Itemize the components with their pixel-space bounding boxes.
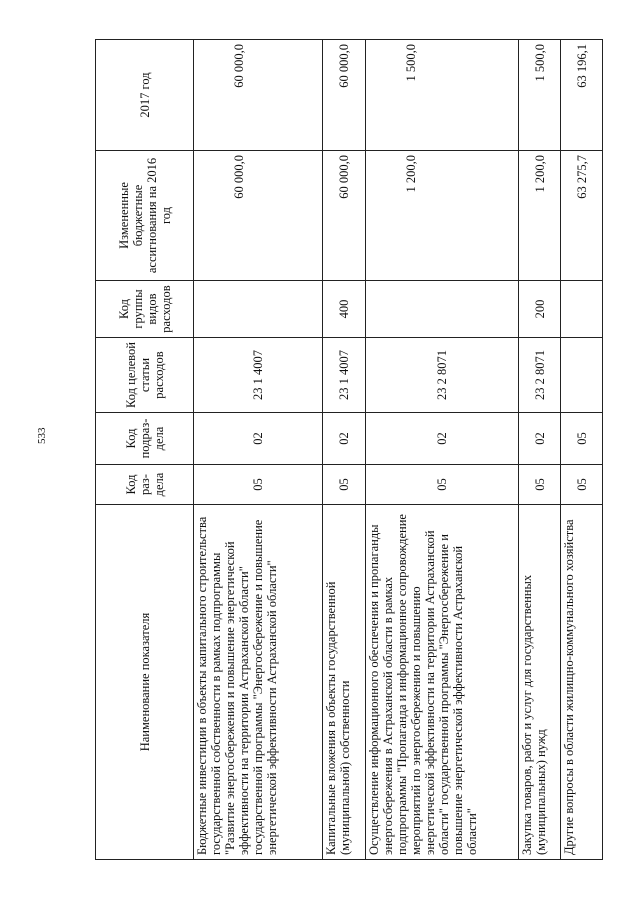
row-podrazdel: 05 — [561, 413, 603, 465]
row-changed: 60 000,0 — [323, 151, 366, 281]
header-vr: Код группы видов расходов — [96, 281, 194, 338]
row-razdel: 05 — [561, 465, 603, 505]
header-name: Наименование показателя — [96, 505, 194, 860]
table-header-row — [96, 40, 194, 860]
header-2017: 2017 год — [96, 40, 194, 151]
row-vr — [561, 281, 603, 338]
row-razdel: 05 — [519, 465, 561, 505]
row-changed: 1 200,0 — [519, 151, 561, 281]
row-podrazdel: 02 — [323, 413, 366, 465]
header-podrazdel: Код подраз-дела — [96, 413, 194, 465]
row-razdel: 05 — [366, 465, 519, 505]
header-csr: Код целевой статьи расходов — [96, 338, 194, 413]
row-name: Закупка товаров, работ и услуг для государственных (муниципальных) нужд — [519, 505, 561, 860]
row-name: Осуществление информационного обеспечения и пропаганды энергосбережения в Астраханской области в рамках подпрограммы "Пропаганда и информационное сопровождение мероприятий по энергосбережению и повышению энергетической эффективности на территории Астраханской области" государственной программы "Энергосбережение и повышение энергетической эффективности Астраханской области" — [366, 505, 519, 860]
header-razdel: Код раз-дела — [96, 465, 194, 505]
table-row — [194, 40, 323, 860]
row-podrazdel: 02 — [366, 413, 519, 465]
row-csr: 23 1 4007 — [323, 338, 366, 413]
rotated-table-container — [95, 40, 589, 860]
table-row — [366, 40, 519, 860]
row-name: Другие вопросы в области жилищно-коммунального хозяйства — [561, 505, 603, 860]
row-razdel: 05 — [194, 465, 323, 505]
row-csr: 23 1 4007 — [194, 338, 323, 413]
table-row — [323, 40, 366, 860]
row-2017: 60 000,0 — [323, 40, 366, 151]
table-row — [519, 40, 561, 860]
row-vr: 200 — [519, 281, 561, 338]
row-podrazdel: 02 — [519, 413, 561, 465]
budget-table — [95, 39, 603, 860]
row-2017: 63 196,1 — [561, 40, 603, 151]
row-name: Бюджетные инвестиции в объекты капитального строительства государственной собственности в рамках подпрограммы "Развитие энергосбережения и повышение энергетической эффективности на территории Астраханской области" государственной программы "Энергосбережение и повышение энергетической эффективности Астраханской области" — [194, 505, 323, 860]
table-row — [561, 40, 603, 860]
row-changed: 63 275,7 — [561, 151, 603, 281]
page-number: 533 — [36, 427, 48, 444]
row-vr: 400 — [323, 281, 366, 338]
row-vr — [366, 281, 519, 338]
row-razdel: 05 — [323, 465, 366, 505]
row-csr: 23 2 8071 — [366, 338, 519, 413]
row-2017: 1 500,0 — [519, 40, 561, 151]
row-podrazdel: 02 — [194, 413, 323, 465]
row-changed: 1 200,0 — [366, 151, 519, 281]
row-changed: 60 000,0 — [194, 151, 323, 281]
row-csr: 23 2 8071 — [519, 338, 561, 413]
row-2017: 1 500,0 — [366, 40, 519, 151]
row-csr — [561, 338, 603, 413]
header-changed: Измененные бюджетные ассигнования на 2016 год — [96, 151, 194, 281]
row-vr — [194, 281, 323, 338]
row-2017: 60 000,0 — [194, 40, 323, 151]
row-name: Капитальные вложения в объекты государственной (муниципальной) собственности — [323, 505, 366, 860]
